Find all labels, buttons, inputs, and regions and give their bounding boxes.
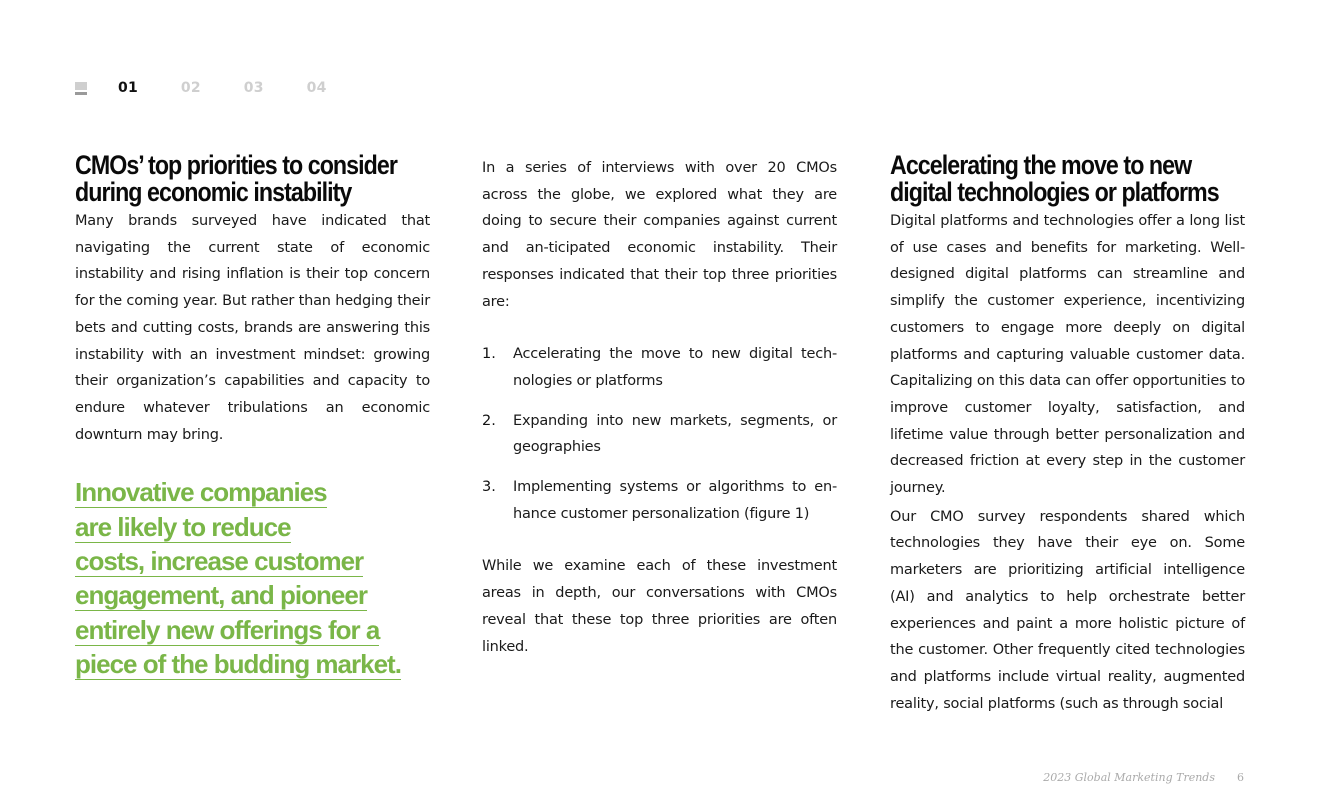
section-heading-digital: Accelerating the move to new digital technologies or platforms [890, 150, 1219, 207]
pull-quote [75, 478, 430, 684]
footer-title: 2023 Global Marketing Trends [1043, 771, 1215, 784]
pull-quote-line: are likely to reduce [75, 511, 291, 542]
list-item [482, 408, 837, 461]
pull-quote-line: engagement, and pioneer [75, 580, 367, 611]
column-right [890, 152, 1245, 717]
column-middle [482, 155, 837, 660]
digital-paragraph-1: Digital platforms and technologies offer a long list of use cases and benefits for marketing. Well-designed digital platforms can streamline and simplify the customer experience, incentivizing customers to engage more deeply on digital platforms and capturing valuable customer data. Capitalizing on this data can offer opportunities to improve customer loyalty, satisfaction, and lifetime value through better personalization and decreased friction at every step in the customer journey. [890, 213, 1245, 497]
digital-paragraph-2: Our CMO survey respondents shared which technologies they have their eye on. Some marketers are prioritizing artificial intelligence (AI) and analytics to help orchestrate better experiences and paint a more holistic picture of the customer. Other frequently cited technologies and platforms include virtual reality, augmented reality, social platforms (such as through social [890, 508, 1245, 712]
pull-quote-line: Innovative companies [75, 477, 327, 508]
interviews-paragraph: In a series of interviews with over 20 CMOs across the globe, we explored what they are doing to secure their companies against current and an-ticipated economic instability. Their responses indicated that their top three priorities are: [482, 160, 837, 310]
nav-section-01[interactable]: 01 [118, 80, 138, 96]
nav-section-04[interactable]: 04 [306, 80, 327, 96]
nav-section-02[interactable]: 02 [180, 80, 201, 96]
page-footer [1043, 771, 1244, 784]
column-left [75, 152, 430, 684]
list-text: Expanding into new markets, segments, or geographies [513, 412, 837, 456]
list-number: 3. [482, 479, 496, 496]
menu-icon[interactable] [75, 81, 87, 95]
pull-quote-line: costs, increase customer [75, 545, 364, 576]
nav-section-03[interactable]: 03 [243, 80, 264, 96]
pull-quote-line: piece of the budding market. [75, 648, 401, 679]
intro-paragraph: Many brands surveyed have indicated that navigating the current state of economic instability and rising inflation is their top concern for the coming year. But rather than hedging their bets and cutting costs, brands are answering this instability with an investment mindset: growing their organization’s capabilities and capacity to endure whatever tribulations an economic downturn may bring. [75, 213, 430, 443]
list-number: 1. [482, 346, 496, 363]
pull-quote-line: entirely new offerings for a [75, 614, 380, 645]
list-number: 2. [482, 412, 496, 429]
section-heading-priorities: CMOs’ top priorities to consider during economic instability [75, 150, 397, 207]
list-item [482, 341, 837, 394]
list-text: Implementing systems or algorithms to en-hance customer personalization (figure 1) [513, 479, 837, 522]
priorities-list [482, 341, 837, 527]
section-nav [75, 80, 370, 96]
page-number: 6 [1237, 771, 1244, 784]
closing-paragraph: While we examine each of these investment areas in depth, our conversations with CMOs reveal that these top three priorities are often linked. [482, 558, 837, 655]
list-item [482, 474, 837, 527]
list-text: Accelerating the move to new digital tech-nologies or platforms [513, 346, 837, 389]
